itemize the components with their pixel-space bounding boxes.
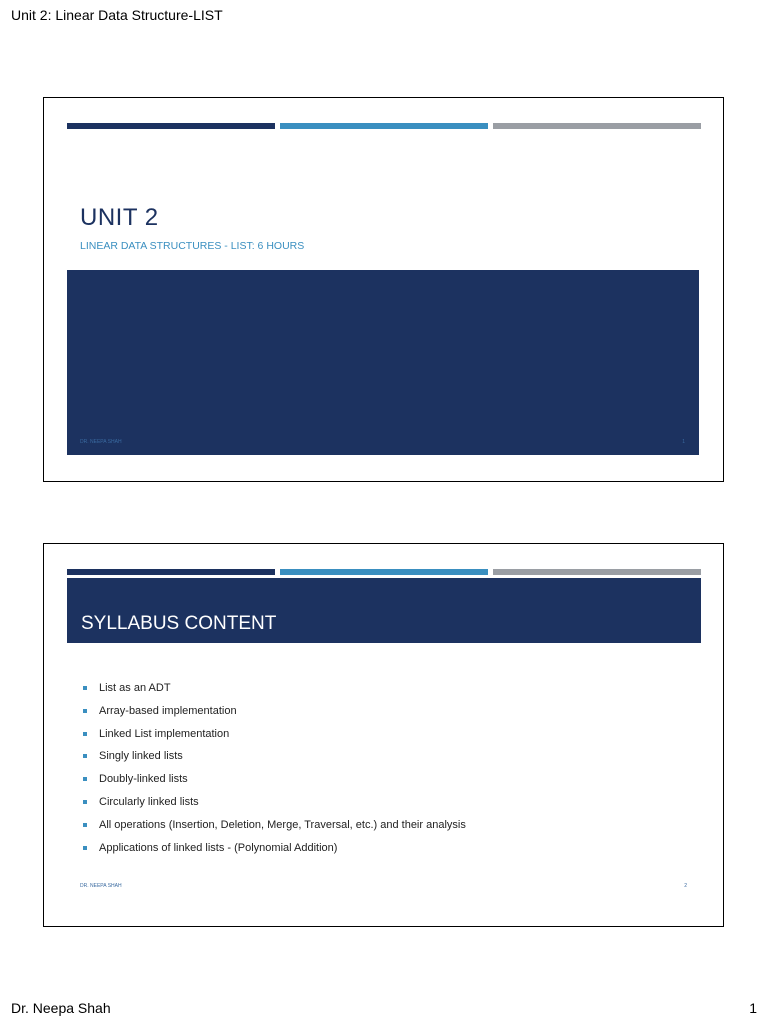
slide-2-footer-author: DR. NEEPA SHAH [80, 883, 122, 889]
slide-2-title-band [67, 578, 701, 643]
accent-bar-navy [67, 123, 275, 129]
slide-2-title: SYLLABUS CONTENT [81, 613, 277, 634]
slide-1 [43, 97, 724, 482]
square-bullet-icon [83, 823, 87, 827]
square-bullet-icon [83, 686, 87, 690]
slide-1-title: UNIT 2 [80, 204, 159, 231]
accent-bar-gray [493, 123, 701, 129]
document-header: Unit 2: Linear Data Structure-LIST [11, 7, 223, 23]
list-item: Array-based implementation [82, 705, 466, 728]
slide-1-accent-bars [67, 123, 701, 129]
syllabus-list [82, 682, 466, 864]
slide-1-footer-number: 1 [682, 439, 685, 445]
square-bullet-icon [83, 732, 87, 736]
document-page-number: 1 [749, 1000, 757, 1016]
list-item: All operations (Insertion, Deletion, Merge, Traversal, etc.) and their analysis [82, 819, 466, 842]
list-item: Circularly linked lists [82, 796, 466, 819]
document-footer-author: Dr. Neepa Shah [11, 1000, 111, 1016]
square-bullet-icon [83, 777, 87, 781]
list-item: List as an ADT [82, 682, 466, 705]
accent-bar-gray [493, 569, 701, 575]
square-bullet-icon [83, 709, 87, 713]
accent-bar-teal [280, 123, 488, 129]
slide-1-subtitle: LINEAR DATA STRUCTURES - LIST: 6 HOURS [80, 240, 305, 252]
list-item: Doubly-linked lists [82, 773, 466, 796]
square-bullet-icon [83, 754, 87, 758]
square-bullet-icon [83, 800, 87, 804]
slide-1-navy-block [67, 270, 699, 455]
list-item: Applications of linked lists - (Polynomial Addition) [82, 842, 466, 865]
accent-bar-navy [67, 569, 275, 575]
accent-bar-teal [280, 569, 488, 575]
slide-1-footer-author: DR. NEEPA SHAH [80, 439, 122, 445]
square-bullet-icon [83, 846, 87, 850]
slide-2-accent-bars [67, 569, 701, 575]
list-item: Singly linked lists [82, 750, 466, 773]
list-item: Linked List implementation [82, 728, 466, 751]
slide-2 [43, 543, 724, 927]
slide-2-footer-number: 2 [684, 883, 687, 889]
